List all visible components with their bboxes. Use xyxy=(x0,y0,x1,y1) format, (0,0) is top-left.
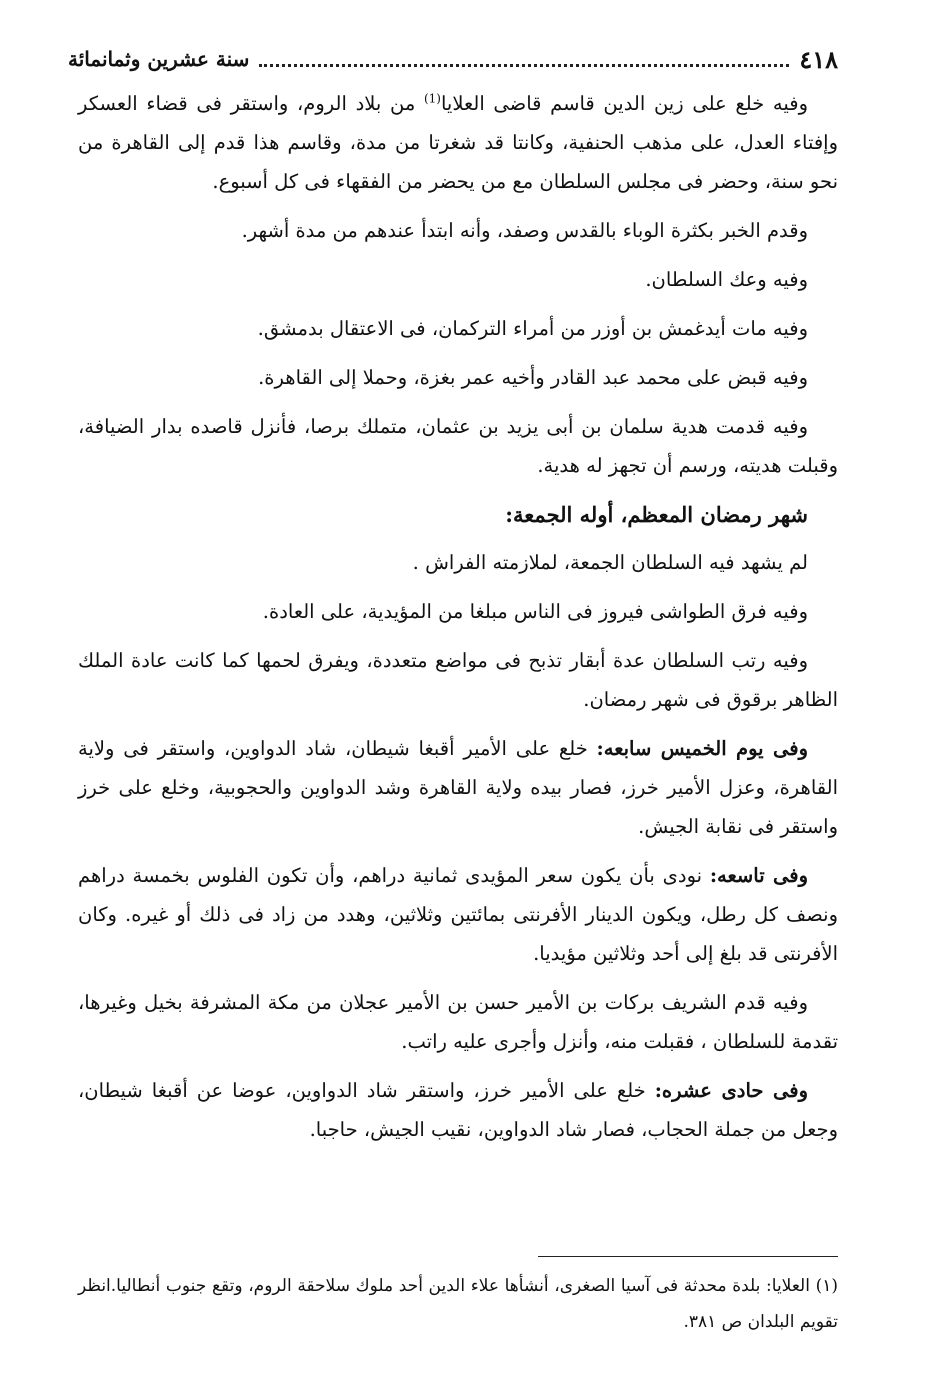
paragraph-text: لم يشهد فيه السلطان الجمعة، لملازمته الفراش . xyxy=(412,551,808,574)
paragraph xyxy=(78,983,838,1061)
paragraph-text: وفيه رتب السلطان عدة أبقار تذبح فى مواضع متعددة، ويفرق لحمها كما كانت عادة الملك الظاهر برقوق فى شهر رمضان. xyxy=(78,649,838,711)
paragraph xyxy=(78,407,838,485)
paragraph-text: خلع على الأمير أقبغا شيطان، شاد الدواوين، واستقر فى ولاية القاهرة، وعزل الأمير خرز، فصار بيده ولاية القاهرة وشد الدواوين والحجوبية، وخلع على خرز واستقر فى نقابة الجيش. xyxy=(78,737,838,838)
paragraph-text: من بلاد الروم، واستقر فى قضاء العسكر وإفتاء العدل، على مذهب الحنفية، وكانتا قد شغرتا من مدة، وقاسم هذا قدم إلى القاهرة من نحو سنة، وحضر فى مجلس السلطان مع من يحضر من الفقهاء فى كل أسبوع. xyxy=(78,92,838,193)
paragraph xyxy=(78,729,838,846)
body-text xyxy=(78,84,838,1159)
footnote-reference: (1) xyxy=(423,91,441,106)
paragraph-text: وفيه قبض على محمد عبد القادر وأخيه عمر بغزة، وحملا إلى القاهرة. xyxy=(258,366,808,389)
page-number: ٤١٨ xyxy=(799,44,838,74)
paragraph xyxy=(78,592,838,631)
paragraph xyxy=(78,543,838,582)
paragraph xyxy=(78,1071,838,1149)
paragraph-text: نودى بأن يكون سعر المؤيدى ثمانية دراهم، وأن تكون الفلوس بخمسة دراهم ونصف كل رطل، ويكون الدينار الأفرنتى بمائتين وثلاثين، وهدد من زاد فى ذلك أو غيره. وكان الأفرنتى قد بلغ إلى أحد وثلاثين مؤيديا. xyxy=(78,864,838,965)
paragraph xyxy=(78,84,838,201)
running-header xyxy=(68,40,838,78)
paragraph-lead: وفى تاسعه: xyxy=(709,864,808,887)
paragraph-text: وفيه وعك السلطان. xyxy=(645,268,808,291)
footnote: (١) العلايا: بلدة محدثة فى آسيا الصغرى، أنشأها علاء الدين أحد ملوك سلاحقة الروم، وتقع جنوب أنطاليا.انظر تقويم البلدان ص ٣٨١. xyxy=(78,1276,838,1332)
paragraph-lead: وفى حادى عشره: xyxy=(654,1079,809,1102)
paragraph-text: وفيه قدمت هدية سلمان بن أبى يزيد بن عثمان، متملك برصا، فأنزل قاصده بدار الضيافة، وقبلت هديته، ورسم أن تجهز له هدية. xyxy=(78,415,838,477)
paragraph xyxy=(78,260,838,299)
paragraph xyxy=(78,641,838,719)
year-title: سنة عشرين وثمانمائة xyxy=(68,47,250,71)
footnote-divider xyxy=(538,1256,838,1257)
paragraph-text: خلع على الأمير خرز، واستقر شاد الدواوين، عوضا عن أقبغا شيطان، وجعل من جملة الحجاب، فصار شاد الدواوين، نقيب الجيش، حاجبا. xyxy=(78,1079,838,1141)
section-heading: شهر رمضان المعظم، أوله الجمعة: xyxy=(505,502,808,527)
paragraph-text: وفيه مات أيدغمش بن أوزر من أمراء التركمان، فى الاعتقال بدمشق. xyxy=(257,317,808,340)
paragraph xyxy=(78,358,838,397)
paragraph xyxy=(78,309,838,348)
paragraph xyxy=(78,211,838,250)
paragraph-lead: وفى يوم الخميس سابعه: xyxy=(596,737,808,760)
header-dot-leader xyxy=(259,64,789,67)
paragraph xyxy=(78,856,838,973)
paragraph-text: وقدم الخبر بكثرة الوباء بالقدس وصفد، وأنه ابتدأ عندهم من مدة أشهر. xyxy=(241,219,808,242)
paragraph-text: وفيه خلع على زين الدين قاسم قاضى العلايا xyxy=(440,92,808,115)
paragraph-text: وفيه قدم الشريف بركات بن الأمير حسن بن الأمير عجلان من مكة المشرفة بخيل وغيرها، تقدمة للسلطان ، فقبلت منه، وأنزل وأجرى عليه راتب. xyxy=(78,991,838,1053)
paragraph-text: وفيه فرق الطواشى فيروز فى الناس مبلغا من المؤيدية، على العادة. xyxy=(262,600,808,623)
